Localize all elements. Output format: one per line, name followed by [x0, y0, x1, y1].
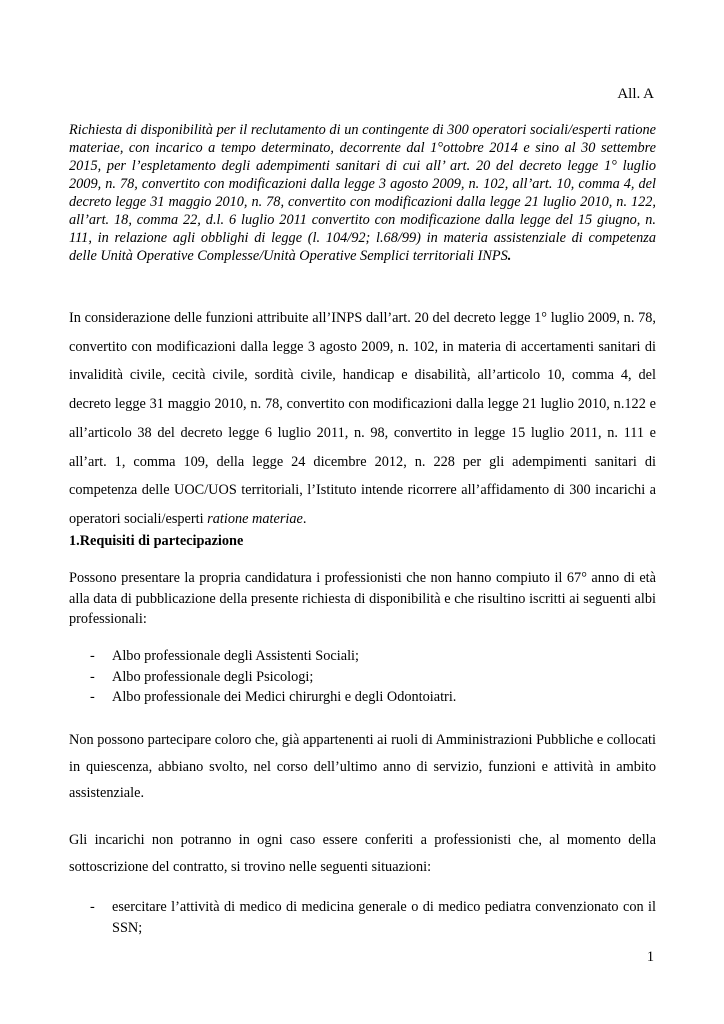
- intro-paragraph: [69, 121, 656, 265]
- list-item-text: Albo professionale dei Medici chirurghi e degli Odontoiatri.: [112, 689, 457, 705]
- incompatibility-paragraph: Gli incarichi non potranno in ogni caso essere conferiti a professionisti che, al momento della sottoscrizione del contratto, si trovino nelle seguenti situazioni:: [69, 832, 656, 875]
- situations-list: [90, 897, 656, 938]
- considerations-italic: ratione materiae: [207, 510, 303, 527]
- list-item-text: esercitare l’attività di medico di medicina generale o di medico pediatra convenzionato con il SSN;: [112, 899, 656, 936]
- list-item-text: Albo professionale degli Assistenti Sociali;: [112, 648, 359, 664]
- considerations-text: In considerazione delle funzioni attribuite all’INPS dall’art. 20 del decreto legge 1° luglio 2009, n. 78, convertito con modificazioni dalla legge 3 agosto 2009, n. 102, in materia di accertamenti sanitari di invalidità civile, cecità civile, sordità civile, handicap e disabilità, all’articolo 10, comma 4, del decreto legge 31 maggio 2010, n. 78, convertito con modificazioni dalla legge 21 luglio 2010, n.122 e all’articolo 38 del decreto legge 6 luglio 2011, n. 98, convertito in legge 15 luglio 2011, n. 111 e all’art. 1, comma 109, della legge 24 dicembre 2012, n. 228 per gli adempimenti sanitari di competenza delle UOC/UOS territoriali, l’Istituto intende ricorrere all’affidamento di 300 incarichi a operatori sociali/esperti: [69, 310, 656, 527]
- intro-end: .: [507, 248, 512, 264]
- dash-bullet: -: [90, 899, 95, 915]
- list-item: [90, 667, 456, 688]
- considerations-end: .: [302, 510, 307, 527]
- intro-text: Richiesta di disponibilità per il reclutamento di un contingente di 300 operatori sociali/esperti ratione materiae, con incarico a tempo determinato, decorrente dal 1°ottobre 2014 e sino al 30 settembre 2015, per l’espletamento degli adempimenti sanitari di cui all’ art. 20 del decreto legge 1° luglio 2009, n. 78, convertito con modificazioni dalla legge 3 agosto 2009, n. 102, all’art. 10, comma 4, del decreto legge 31 maggio 2010, n. 78, convertito con modificazioni dalla legge 21 luglio 2010, n. 122, all’art. 18, comma 22, d.l. 6 luglio 2011 convertito con modificazione dalla legge del 15 giugno, n. 111, in relazione agli obblighi di legge (l. 104/92; l.68/99) in materia assistenziale di competenza delle Unità Operative Complesse/Unità Operative Semplici territoriali INPS: [69, 122, 656, 264]
- dash-bullet: -: [90, 689, 95, 705]
- dash-bullet: -: [90, 668, 95, 685]
- section-heading: 1.Requisiti di partecipazione: [69, 533, 244, 549]
- exclusion-paragraph: Non possono partecipare coloro che, già appartenenti ai ruoli di Amministrazioni Pubbliche e collocati in quiescenza, abbiano svolto, nel corso dell’ultimo anno di servizio, funzioni e attività in ambito assistenziale.: [69, 732, 656, 802]
- list-item-text: Albo professionale degli Psicologi;: [112, 668, 314, 685]
- list-item: [90, 897, 656, 938]
- albi-list: [90, 646, 456, 708]
- list-item: [90, 646, 456, 667]
- eligibility-paragraph: Possono presentare la propria candidatura i professionisti che non hanno compiuto il 67° anno di età alla data di pubblicazione della presente richiesta di disponibilità e che risultino iscritti ai seguenti albi professionali:: [69, 570, 656, 627]
- dash-bullet: -: [90, 648, 95, 664]
- considerations-paragraph: [69, 304, 656, 534]
- page-number: 1: [646, 949, 654, 965]
- list-item: [90, 687, 456, 708]
- annex-label: All. A: [617, 86, 654, 102]
